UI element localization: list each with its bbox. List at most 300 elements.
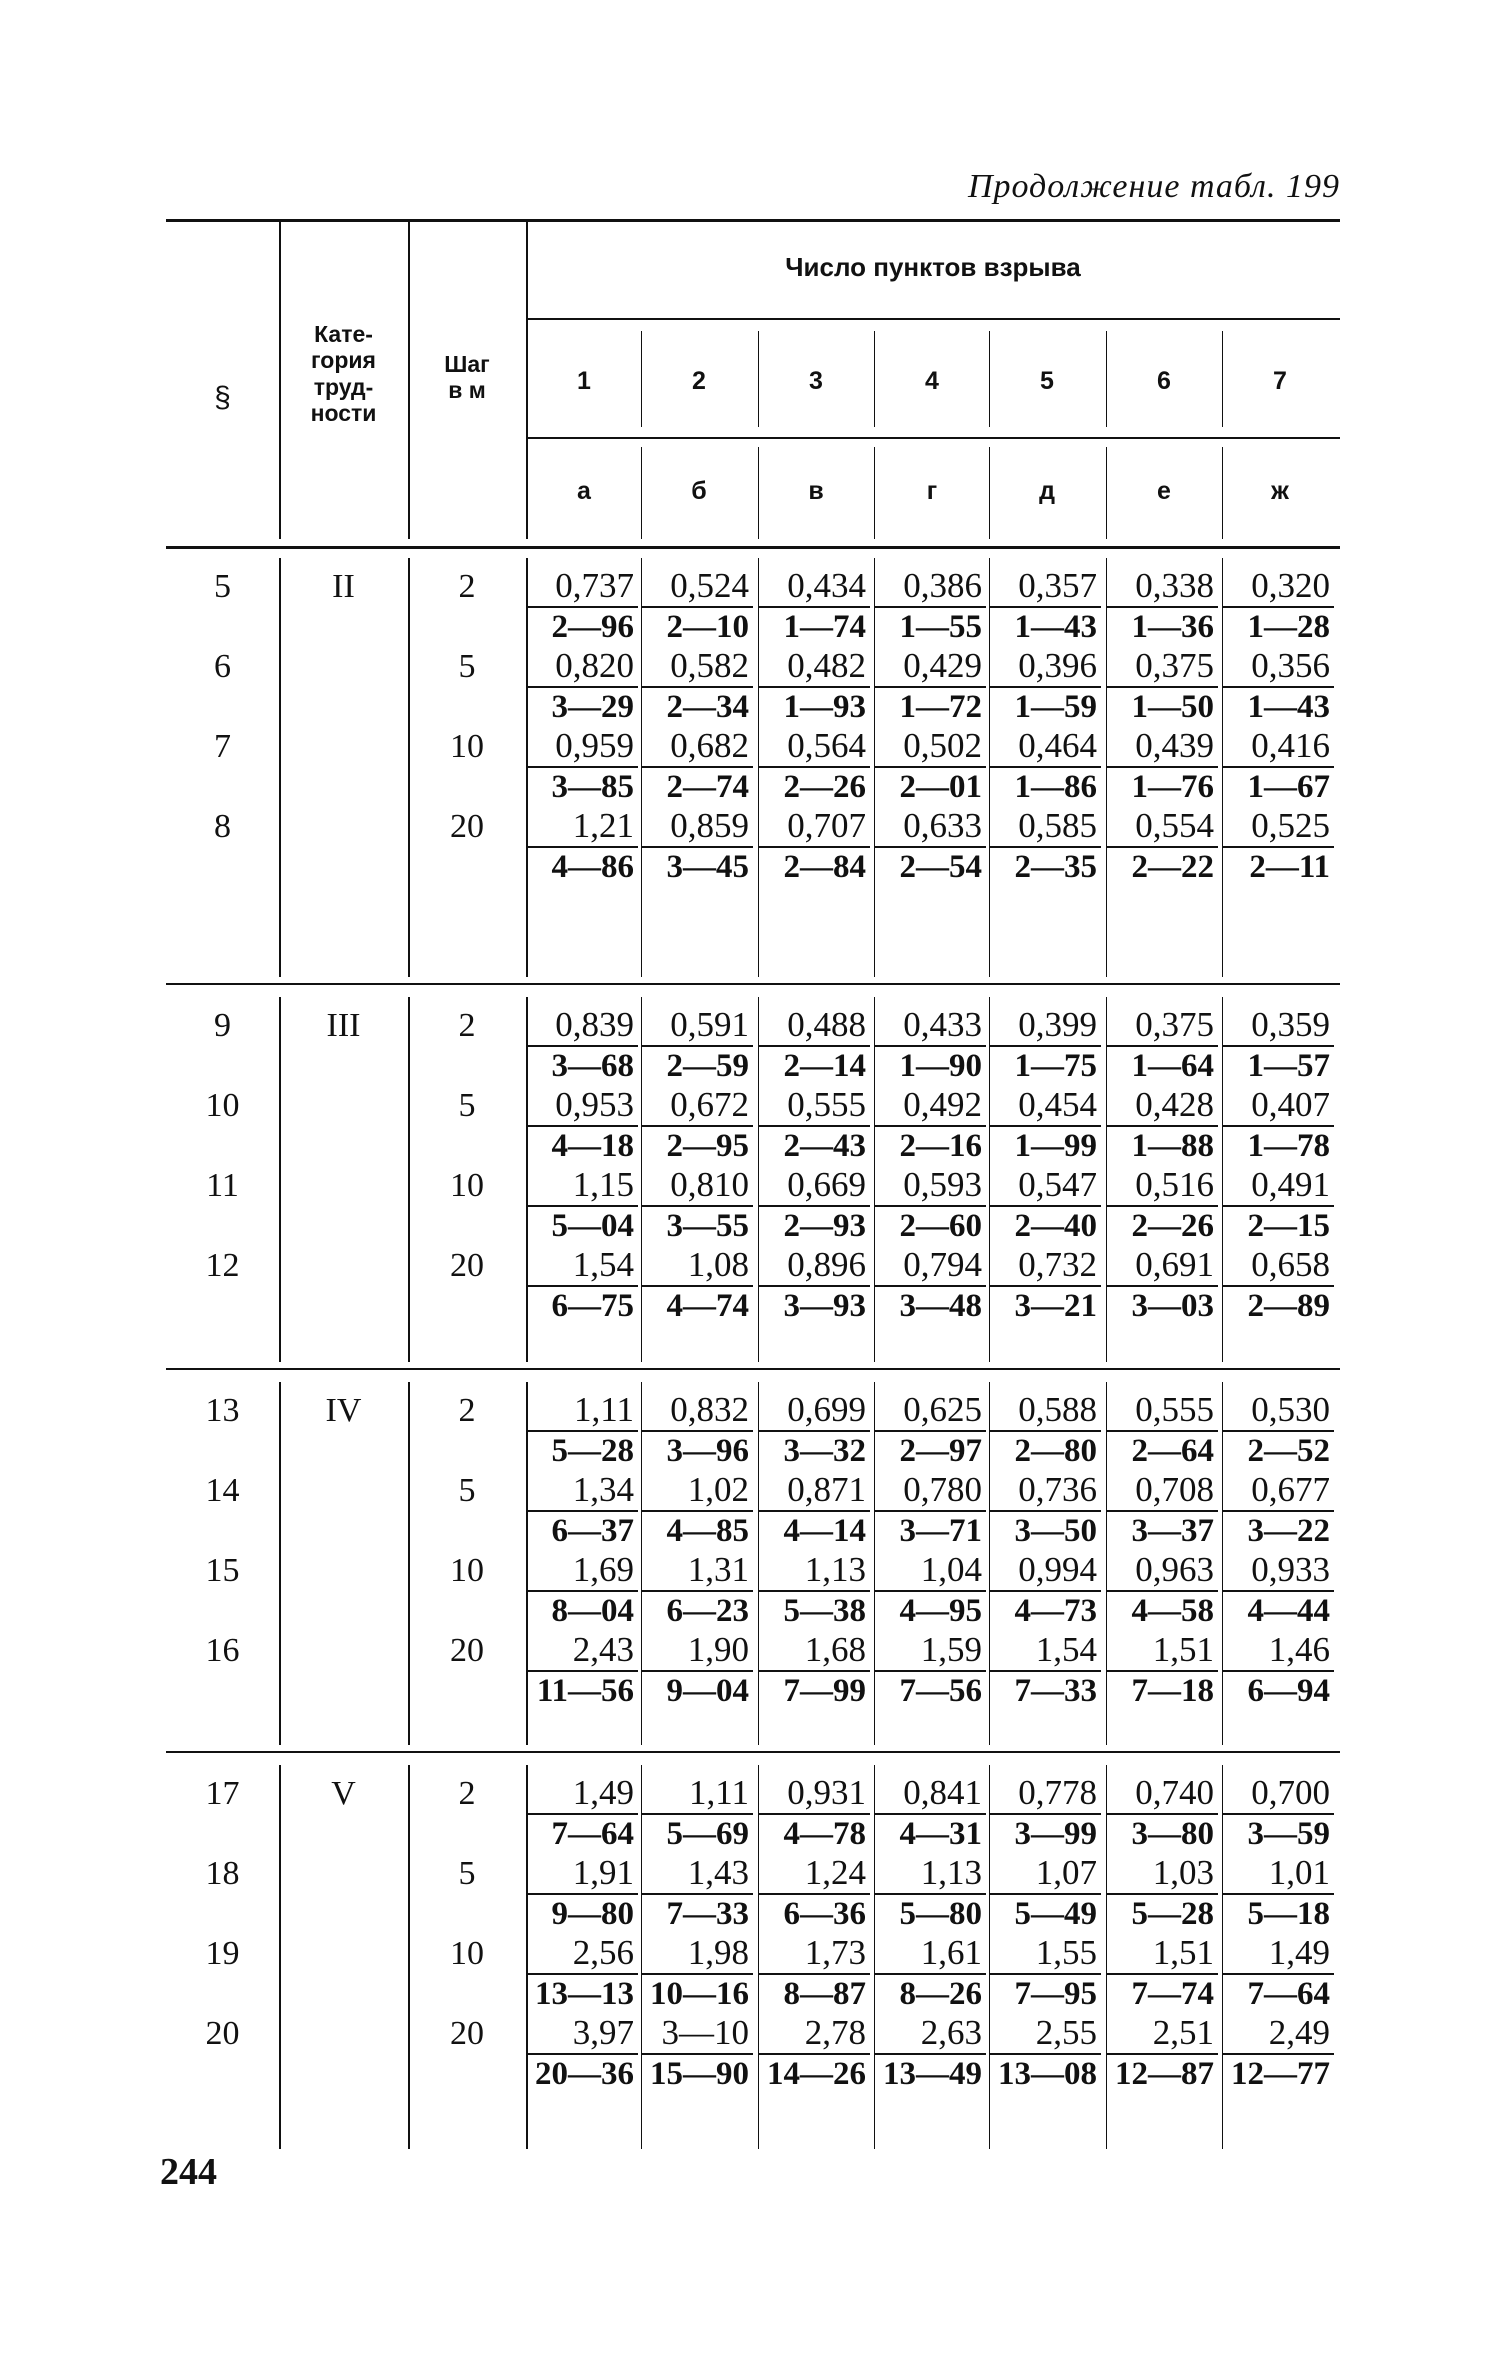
cell-fraction: 2—26 — [758, 766, 870, 806]
cell-fraction: 12—87 — [1106, 2053, 1218, 2093]
category-label: II — [332, 568, 355, 605]
cell-value: 0,707 — [787, 806, 866, 845]
table-cell — [989, 1165, 1101, 1245]
cell-fraction: 5—28 — [1106, 1893, 1218, 1933]
cell-value: 0,933 — [1251, 1550, 1330, 1589]
cell-value: 0,810 — [670, 1165, 749, 1204]
category-label: IV — [325, 1392, 362, 1429]
table-cell — [874, 2013, 986, 2093]
cell-fraction: 2—52 — [1222, 1430, 1334, 1470]
table-cell — [526, 806, 638, 886]
step-value: 10 — [450, 1552, 484, 1589]
point-letter-7: ж — [1271, 477, 1289, 505]
table-cell — [989, 1085, 1101, 1165]
table-cell — [989, 566, 1101, 646]
cell-fraction: 8—04 — [526, 1590, 638, 1630]
cell-fraction: 1—76 — [1106, 766, 1218, 806]
cell-value: 0,429 — [903, 646, 982, 685]
table-cell — [989, 1933, 1101, 2013]
cell-fraction: 4—78 — [758, 1813, 870, 1853]
cell-value: 0,428 — [1135, 1085, 1214, 1124]
table-cell — [874, 1165, 986, 1245]
cell-fraction: 4—14 — [758, 1510, 870, 1550]
point-number-2: 2 — [692, 367, 706, 395]
cell-fraction: 5—49 — [989, 1893, 1101, 1933]
cell-value: 1,91 — [572, 1853, 634, 1892]
cell-value: 1,15 — [572, 1165, 634, 1204]
data-table — [166, 219, 1340, 2134]
cell-fraction: 14—26 — [758, 2053, 870, 2093]
table-cell — [1222, 1085, 1334, 1165]
cell-value: 0,794 — [903, 1245, 982, 1284]
cell-fraction: 2—01 — [874, 766, 986, 806]
cell-fraction: 6—94 — [1222, 1670, 1334, 1710]
group-separator — [166, 1368, 1340, 1370]
cell-fraction: 2—34 — [641, 686, 753, 726]
cell-value: 1,03 — [1152, 1853, 1214, 1892]
step-value: 2 — [458, 1007, 476, 1044]
body-divider — [279, 558, 281, 977]
step-value: 10 — [450, 1935, 484, 1972]
cell-fraction: 1—36 — [1106, 606, 1218, 646]
cell-value: 0,407 — [1251, 1085, 1330, 1124]
cell-value: 1,07 — [1035, 1853, 1097, 1892]
table-cell — [989, 1853, 1101, 1933]
header-col-divider — [1106, 331, 1107, 427]
cell-value: 0,375 — [1135, 646, 1214, 685]
cell-fraction: 3—48 — [874, 1285, 986, 1325]
cell-value: 0,439 — [1135, 726, 1214, 765]
table-cell — [1106, 646, 1218, 726]
table-top-rule — [166, 219, 1340, 222]
cell-value: 0,359 — [1251, 1005, 1330, 1044]
table-cell — [758, 1390, 870, 1470]
table-cell — [758, 806, 870, 886]
cell-value: 0,488 — [787, 1005, 866, 1044]
table-cell — [526, 1245, 638, 1325]
point-number-3: 3 — [809, 367, 823, 395]
step-value: 10 — [450, 1167, 484, 1204]
step-value: 2 — [458, 1392, 476, 1429]
table-cell — [526, 566, 638, 646]
cell-fraction: 3—59 — [1222, 1813, 1334, 1853]
cell-value: 0,736 — [1018, 1470, 1097, 1509]
cell-value: 1,04 — [920, 1550, 982, 1589]
cell-value: 1,11 — [574, 1390, 634, 1429]
header-category: Кате- гория труд- ности — [310, 321, 377, 427]
section-number: 11 — [206, 1167, 239, 1204]
cell-value: 0,357 — [1018, 566, 1097, 605]
cell-fraction: 5—38 — [758, 1590, 870, 1630]
table-cell — [1222, 1630, 1334, 1710]
cell-value: 0,700 — [1251, 1773, 1330, 1812]
cell-value: 0,732 — [1018, 1245, 1097, 1284]
table-cell — [1106, 566, 1218, 646]
cell-value: 0,780 — [903, 1470, 982, 1509]
cell-fraction: 2—26 — [1106, 1205, 1218, 1245]
table-cell — [758, 1630, 870, 1710]
point-letter-5: д — [1039, 477, 1055, 505]
point-letter-2: б — [691, 477, 707, 505]
cell-fraction: 2—14 — [758, 1045, 870, 1085]
cell-fraction: 13—13 — [526, 1973, 638, 2013]
cell-fraction: 7—64 — [1222, 1973, 1334, 2013]
cell-value: 0,682 — [670, 726, 749, 765]
cell-value: 0,547 — [1018, 1165, 1097, 1204]
table-cell — [1106, 1470, 1218, 1550]
cell-value: 0,433 — [903, 1005, 982, 1044]
section-number: 10 — [205, 1087, 240, 1124]
cell-value: 2,55 — [1035, 2013, 1097, 2052]
cell-fraction: 1—50 — [1106, 686, 1218, 726]
point-number-6: 6 — [1157, 367, 1171, 395]
cell-value: 0,554 — [1135, 806, 1214, 845]
points-title-rule — [526, 318, 1340, 320]
cell-fraction: 9—80 — [526, 1893, 638, 1933]
cell-fraction: 5—28 — [526, 1430, 638, 1470]
category-label: III — [326, 1007, 361, 1044]
cell-fraction: 7—99 — [758, 1670, 870, 1710]
cell-value: 1,69 — [572, 1550, 634, 1589]
table-cell — [874, 1470, 986, 1550]
cell-fraction: 2—35 — [989, 846, 1101, 886]
cell-fraction: 3—93 — [758, 1285, 870, 1325]
cell-fraction: 1—90 — [874, 1045, 986, 1085]
cell-value: 1,68 — [804, 1630, 866, 1669]
table-cell — [641, 1245, 753, 1325]
table-cell — [1222, 726, 1334, 806]
step-value: 20 — [450, 808, 484, 845]
cell-value: 0,375 — [1135, 1005, 1214, 1044]
cell-fraction: 3—37 — [1106, 1510, 1218, 1550]
cell-fraction: 1—59 — [989, 686, 1101, 726]
table-cell — [526, 1390, 638, 1470]
section-number: 12 — [205, 1247, 240, 1284]
table-cell — [1222, 1933, 1334, 2013]
table-cell — [874, 1005, 986, 1085]
cell-value: 0,896 — [787, 1245, 866, 1284]
cell-fraction: 2—54 — [874, 846, 986, 886]
section-number: 16 — [205, 1632, 240, 1669]
step-value: 10 — [450, 728, 484, 765]
table-cell — [1106, 1085, 1218, 1165]
cell-fraction: 15—90 — [641, 2053, 753, 2093]
point-number-rule — [526, 437, 1340, 439]
table-cell — [1222, 1005, 1334, 1085]
cell-fraction: 6—75 — [526, 1285, 638, 1325]
cell-value: 0,502 — [903, 726, 982, 765]
cell-fraction: 7—64 — [526, 1813, 638, 1853]
table-cell — [641, 566, 753, 646]
table-cell — [1222, 1773, 1334, 1853]
header-col-divider — [989, 447, 990, 539]
cell-fraction: 4—18 — [526, 1125, 638, 1165]
cell-value: 1,31 — [687, 1550, 749, 1589]
table-cell — [989, 1773, 1101, 1853]
cell-fraction: 1—93 — [758, 686, 870, 726]
cell-fraction: 3—29 — [526, 686, 638, 726]
table-cell — [526, 1005, 638, 1085]
table-cell — [1222, 1470, 1334, 1550]
section-number: 9 — [214, 1007, 231, 1044]
table-cell — [874, 1630, 986, 1710]
cell-fraction: 2—80 — [989, 1430, 1101, 1470]
cell-fraction: 4—85 — [641, 1510, 753, 1550]
cell-value: 0,871 — [787, 1470, 866, 1509]
cell-fraction: 1—28 — [1222, 606, 1334, 646]
table-cell — [641, 806, 753, 886]
table-cell — [1106, 1630, 1218, 1710]
cell-fraction: 4—31 — [874, 1813, 986, 1853]
cell-fraction: 2—10 — [641, 606, 753, 646]
cell-fraction: 3—99 — [989, 1813, 1101, 1853]
table-cell — [641, 1165, 753, 1245]
table-cell — [989, 1470, 1101, 1550]
table-cell — [641, 1390, 753, 1470]
cell-fraction: 4—44 — [1222, 1590, 1334, 1630]
cell-value: 0,386 — [903, 566, 982, 605]
cell-fraction: 5—04 — [526, 1205, 638, 1245]
cell-fraction: 7—74 — [1106, 1973, 1218, 2013]
table-cell — [1222, 2013, 1334, 2093]
header-col-divider — [989, 331, 990, 427]
cell-fraction: 8—87 — [758, 1973, 870, 2013]
cell-fraction: 1—55 — [874, 606, 986, 646]
table-cell — [641, 1630, 753, 1710]
table-cell — [1222, 1550, 1334, 1630]
cell-value: 0,953 — [555, 1085, 634, 1124]
table-cell — [526, 1630, 638, 1710]
cell-fraction: 8—26 — [874, 1973, 986, 2013]
table-cell — [641, 646, 753, 726]
cell-value: 0,672 — [670, 1085, 749, 1124]
table-cell — [1222, 1245, 1334, 1325]
cell-value: 0,963 — [1135, 1550, 1214, 1589]
cell-fraction: 3—71 — [874, 1510, 986, 1550]
step-value: 2 — [458, 568, 476, 605]
table-cell — [641, 1005, 753, 1085]
cell-value: 1,73 — [804, 1933, 866, 1972]
table-cell — [526, 1773, 638, 1853]
cell-fraction: 13—08 — [989, 2053, 1101, 2093]
cell-value: 1,02 — [687, 1470, 749, 1509]
header-col-divider — [758, 331, 759, 427]
header-col-divider — [758, 447, 759, 539]
header-col-divider — [1222, 447, 1223, 539]
cell-fraction: 1—86 — [989, 766, 1101, 806]
cell-value: 1,55 — [1035, 1933, 1097, 1972]
cell-value: 0,691 — [1135, 1245, 1214, 1284]
section-number: 5 — [214, 568, 231, 605]
cell-fraction: 2—74 — [641, 766, 753, 806]
header-step: Шаг в м — [444, 351, 490, 404]
table-cell — [874, 1245, 986, 1325]
cell-fraction: 1—67 — [1222, 766, 1334, 806]
body-divider — [408, 558, 410, 977]
cell-fraction: 1—57 — [1222, 1045, 1334, 1085]
cell-value: 1,13 — [920, 1853, 982, 1892]
step-value: 20 — [450, 2015, 484, 2052]
cell-value: 0,737 — [555, 566, 634, 605]
cell-fraction: 1—43 — [1222, 686, 1334, 726]
table-cell — [989, 1630, 1101, 1710]
cell-fraction: 2—97 — [874, 1430, 986, 1470]
table-cell — [641, 1470, 753, 1550]
cell-fraction: 7—56 — [874, 1670, 986, 1710]
cell-fraction: 3—21 — [989, 1285, 1101, 1325]
cell-value: 0,320 — [1251, 566, 1330, 605]
table-cell — [758, 2013, 870, 2093]
table-cell — [526, 1470, 638, 1550]
cell-value: 1,21 — [572, 806, 634, 845]
body-divider — [279, 997, 281, 1362]
cell-fraction: 5—69 — [641, 1813, 753, 1853]
table-cell — [989, 726, 1101, 806]
cell-value: 0,820 — [555, 646, 634, 685]
table-cell — [874, 646, 986, 726]
header-points-title: Число пунктов взрыва — [785, 252, 1081, 282]
table-cell — [874, 726, 986, 806]
cell-value: 0,585 — [1018, 806, 1097, 845]
group-separator — [166, 1751, 1340, 1753]
cell-value: 0,464 — [1018, 726, 1097, 765]
cell-value: 1,54 — [572, 1245, 634, 1284]
table-cell — [641, 1933, 753, 2013]
table-cell — [1222, 646, 1334, 726]
point-number-1: 1 — [577, 367, 591, 395]
cell-fraction: 3—03 — [1106, 1285, 1218, 1325]
cell-fraction: 5—18 — [1222, 1893, 1334, 1933]
cell-fraction: 2—40 — [989, 1205, 1101, 1245]
table-cell — [874, 1085, 986, 1165]
step-value: 20 — [450, 1632, 484, 1669]
cell-value: 2,56 — [572, 1933, 634, 1972]
category-label: V — [331, 1775, 356, 1812]
cell-value: 1,34 — [572, 1470, 634, 1509]
cell-value: 0,338 — [1135, 566, 1214, 605]
cell-value: 0,434 — [787, 566, 866, 605]
cell-fraction: 3—96 — [641, 1430, 753, 1470]
cell-fraction: 2—89 — [1222, 1285, 1334, 1325]
cell-value: 0,396 — [1018, 646, 1097, 685]
header-col-divider — [1222, 331, 1223, 427]
step-value: 20 — [450, 1247, 484, 1284]
point-letter-1: а — [577, 477, 591, 505]
cell-value: 1,24 — [804, 1853, 866, 1892]
cell-value: 0,555 — [1135, 1390, 1214, 1429]
cell-fraction: 7—33 — [989, 1670, 1101, 1710]
section-number: 13 — [205, 1392, 240, 1429]
cell-value: 0,399 — [1018, 1005, 1097, 1044]
section-number: 15 — [205, 1552, 240, 1589]
cell-fraction: 1—88 — [1106, 1125, 1218, 1165]
cell-value: 1,54 — [1035, 1630, 1097, 1669]
cell-value: 0,699 — [787, 1390, 866, 1429]
step-value: 2 — [458, 1775, 476, 1812]
cell-fraction: 2—93 — [758, 1205, 870, 1245]
table-cell — [1106, 1245, 1218, 1325]
cell-fraction: 2—11 — [1222, 846, 1334, 886]
body-divider — [279, 1382, 281, 1745]
cell-fraction: 1—43 — [989, 606, 1101, 646]
cell-value: 0,530 — [1251, 1390, 1330, 1429]
cell-fraction: 5—80 — [874, 1893, 986, 1933]
table-cell — [1106, 1550, 1218, 1630]
cell-fraction: 3—50 — [989, 1510, 1101, 1550]
cell-value: 3,97 — [572, 2013, 634, 2052]
section-number: 17 — [205, 1775, 240, 1812]
table-cell — [758, 1470, 870, 1550]
step-value: 5 — [458, 648, 476, 685]
cell-fraction: 2—95 — [641, 1125, 753, 1165]
header-col-divider — [1106, 447, 1107, 539]
table-cell — [758, 1853, 870, 1933]
point-letter-4: г — [926, 477, 938, 505]
table-cell — [641, 1085, 753, 1165]
table-cell — [641, 726, 753, 806]
page-number: 244 — [160, 2151, 217, 2193]
table-cell — [758, 646, 870, 726]
section-number: 20 — [205, 2015, 240, 2052]
cell-fraction: 6—36 — [758, 1893, 870, 1933]
cell-value: 1,51 — [1152, 1630, 1214, 1669]
cell-value: 1,90 — [687, 1630, 749, 1669]
table-cell — [641, 1853, 753, 1933]
cell-value: 1,01 — [1268, 1853, 1330, 1892]
table-cell — [526, 1165, 638, 1245]
cell-value: 1,49 — [572, 1773, 634, 1812]
cell-value: 0,669 — [787, 1165, 866, 1204]
cell-value: 0,555 — [787, 1085, 866, 1124]
cell-value: 0,416 — [1251, 726, 1330, 765]
cell-value: 0,491 — [1251, 1165, 1330, 1204]
table-cell — [758, 1933, 870, 2013]
body-divider — [279, 1765, 281, 2149]
table-cell — [1106, 1853, 1218, 1933]
table-cell — [874, 1853, 986, 1933]
cell-fraction: 3—45 — [641, 846, 753, 886]
cell-value: 0,524 — [670, 566, 749, 605]
cell-value: 0,564 — [787, 726, 866, 765]
cell-fraction: 1—99 — [989, 1125, 1101, 1165]
table-cell — [1106, 1165, 1218, 1245]
table-cell — [874, 1773, 986, 1853]
header-col-divider — [874, 331, 875, 427]
table-cell — [758, 1245, 870, 1325]
cell-fraction: 2—64 — [1106, 1430, 1218, 1470]
step-value: 5 — [458, 1855, 476, 1892]
table-cell — [1222, 806, 1334, 886]
table-cell — [526, 1933, 638, 2013]
table-cell — [874, 806, 986, 886]
cell-fraction: 1—74 — [758, 606, 870, 646]
table-cell — [641, 2013, 753, 2093]
cell-fraction: 3—32 — [758, 1430, 870, 1470]
cell-value: 0,454 — [1018, 1085, 1097, 1124]
table-cell — [1106, 806, 1218, 886]
cell-fraction: 6—23 — [641, 1590, 753, 1630]
cell-value: 0,708 — [1135, 1470, 1214, 1509]
cell-fraction: 11—56 — [526, 1670, 638, 1710]
table-cell — [1222, 566, 1334, 646]
section-number: 19 — [205, 1935, 240, 1972]
table-cell — [526, 2013, 638, 2093]
cell-value: 0,959 — [555, 726, 634, 765]
table-cell — [989, 1005, 1101, 1085]
point-number-7: 7 — [1273, 367, 1287, 395]
table-cell — [758, 726, 870, 806]
table-cell — [1222, 1390, 1334, 1470]
